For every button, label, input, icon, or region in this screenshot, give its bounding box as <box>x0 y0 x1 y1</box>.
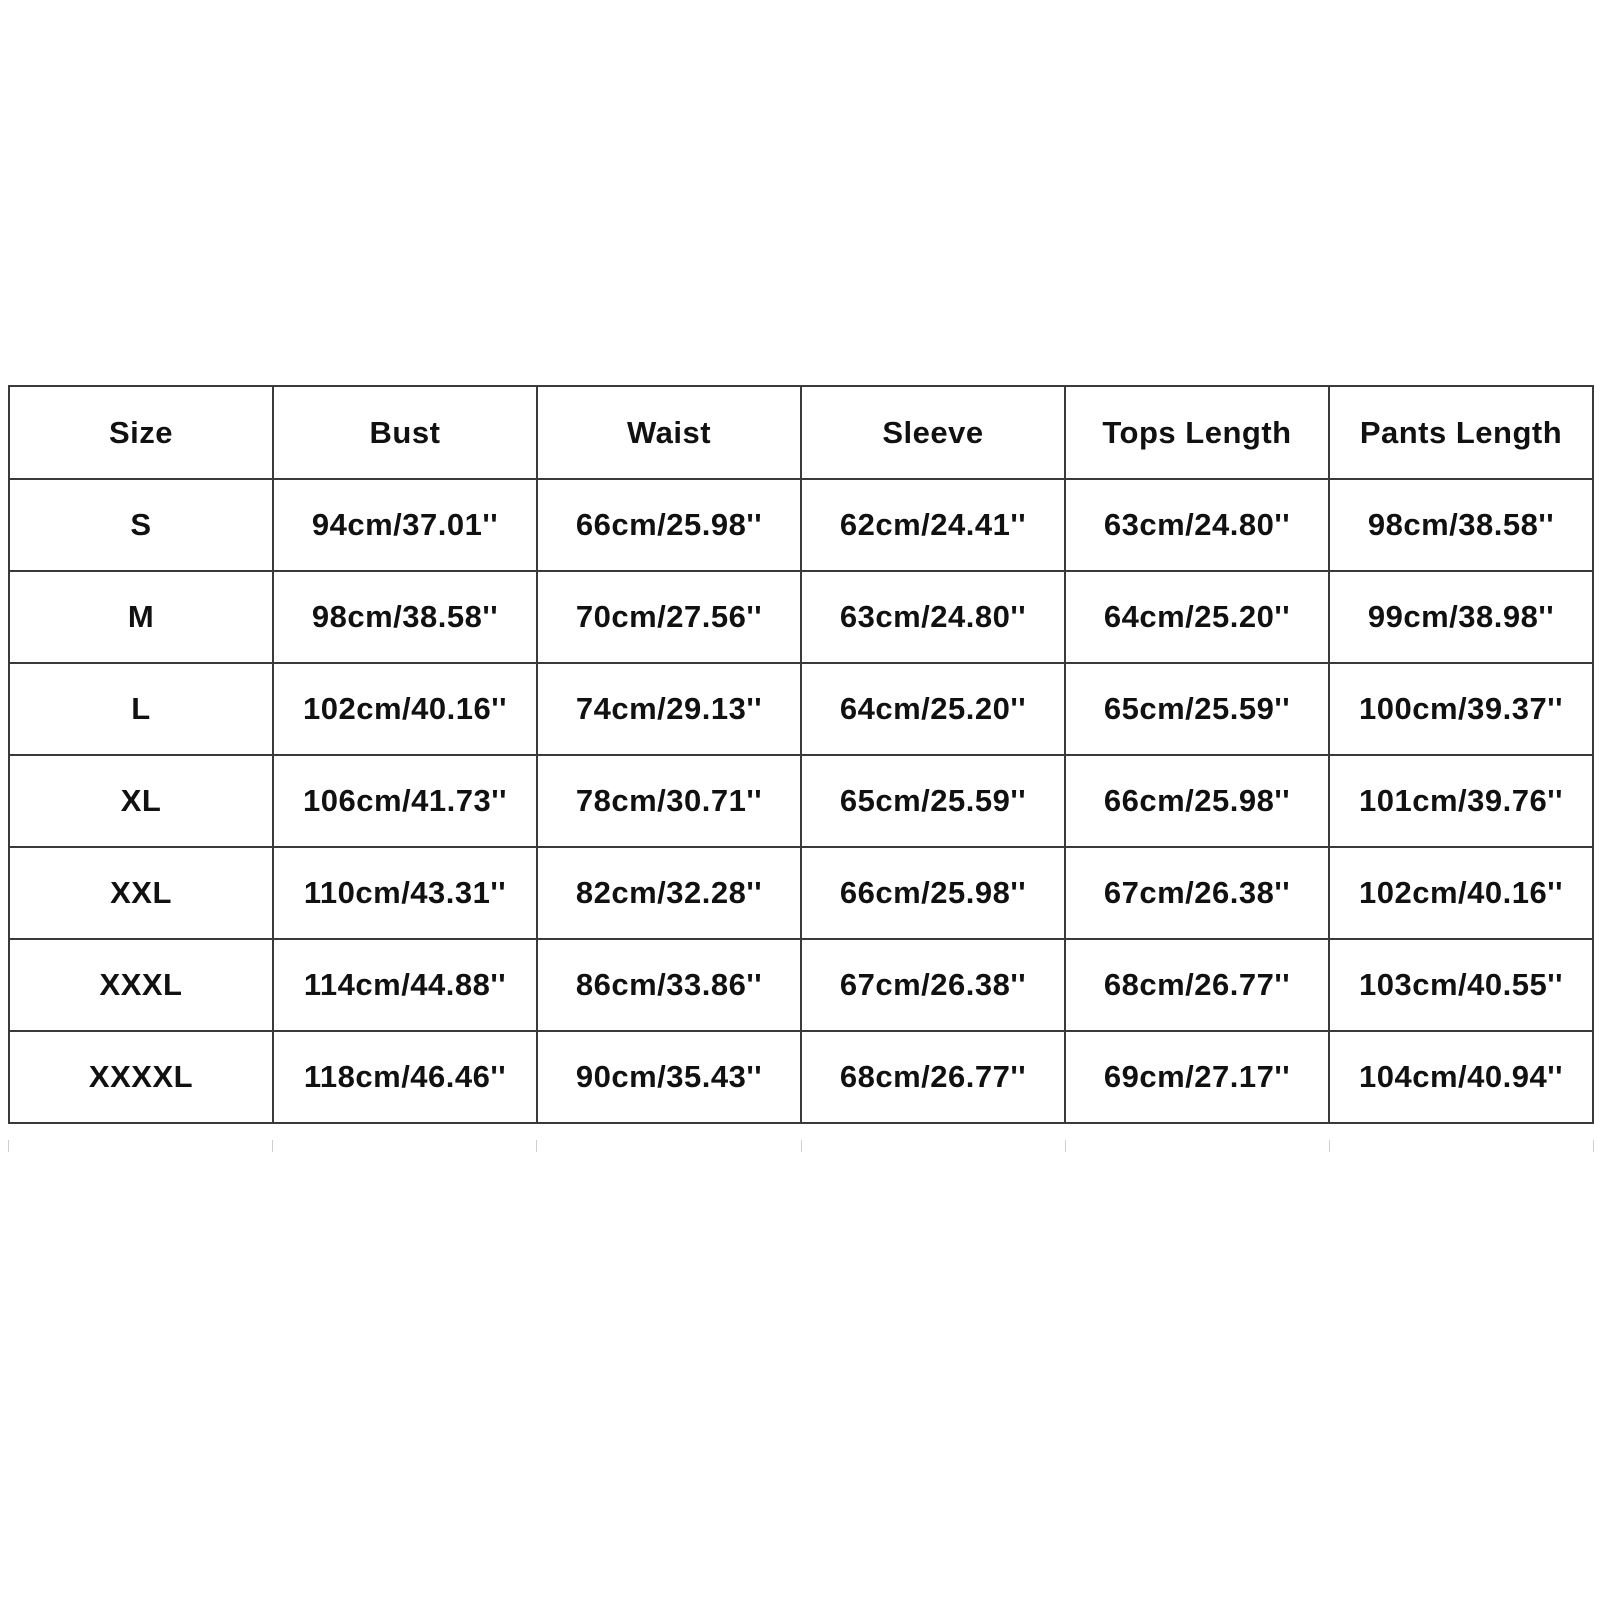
waist-cell: 70cm/27.56'' <box>537 571 801 663</box>
header-tops-length: Tops Length <box>1065 386 1329 479</box>
bust-cell: 106cm/41.73'' <box>273 755 537 847</box>
guide-tick <box>272 1140 273 1152</box>
waist-cell: 86cm/33.86'' <box>537 939 801 1031</box>
tops-length-cell: 63cm/24.80'' <box>1065 479 1329 571</box>
guide-tick <box>8 1140 9 1152</box>
size-cell: M <box>9 571 273 663</box>
size-chart-header <box>9 386 1593 479</box>
table-guide-ticks <box>8 1140 1594 1152</box>
bust-cell: 114cm/44.88'' <box>273 939 537 1031</box>
size-cell: XL <box>9 755 273 847</box>
waist-cell: 82cm/32.28'' <box>537 847 801 939</box>
guide-tick <box>536 1140 537 1152</box>
tops-length-cell: 68cm/26.77'' <box>1065 939 1329 1031</box>
pants-length-cell: 103cm/40.55'' <box>1329 939 1593 1031</box>
sleeve-cell: 67cm/26.38'' <box>801 939 1065 1031</box>
header-sleeve: Sleeve <box>801 386 1065 479</box>
pants-length-cell: 104cm/40.94'' <box>1329 1031 1593 1123</box>
tops-length-cell: 69cm/27.17'' <box>1065 1031 1329 1123</box>
size-cell: XXL <box>9 847 273 939</box>
bust-cell: 110cm/43.31'' <box>273 847 537 939</box>
bust-cell: 94cm/37.01'' <box>273 479 537 571</box>
tops-length-cell: 67cm/26.38'' <box>1065 847 1329 939</box>
tops-length-cell: 65cm/25.59'' <box>1065 663 1329 755</box>
pants-length-cell: 99cm/38.98'' <box>1329 571 1593 663</box>
table-row <box>9 1031 1593 1123</box>
tops-length-cell: 64cm/25.20'' <box>1065 571 1329 663</box>
pants-length-cell: 101cm/39.76'' <box>1329 755 1593 847</box>
size-cell: L <box>9 663 273 755</box>
waist-cell: 74cm/29.13'' <box>537 663 801 755</box>
sleeve-cell: 68cm/26.77'' <box>801 1031 1065 1123</box>
table-row <box>9 847 1593 939</box>
header-bust: Bust <box>273 386 537 479</box>
guide-tick <box>1065 1140 1066 1152</box>
sleeve-cell: 66cm/25.98'' <box>801 847 1065 939</box>
size-chart-table <box>8 385 1594 1124</box>
size-cell: XXXL <box>9 939 273 1031</box>
table-row <box>9 479 1593 571</box>
table-row <box>9 939 1593 1031</box>
size-cell: XXXXL <box>9 1031 273 1123</box>
header-waist: Waist <box>537 386 801 479</box>
sleeve-cell: 62cm/24.41'' <box>801 479 1065 571</box>
pants-length-cell: 100cm/39.37'' <box>1329 663 1593 755</box>
sleeve-cell: 65cm/25.59'' <box>801 755 1065 847</box>
table-row <box>9 755 1593 847</box>
sleeve-cell: 64cm/25.20'' <box>801 663 1065 755</box>
header-size: Size <box>9 386 273 479</box>
waist-cell: 78cm/30.71'' <box>537 755 801 847</box>
sleeve-cell: 63cm/24.80'' <box>801 571 1065 663</box>
pants-length-cell: 102cm/40.16'' <box>1329 847 1593 939</box>
bust-cell: 102cm/40.16'' <box>273 663 537 755</box>
table-row <box>9 663 1593 755</box>
size-cell: S <box>9 479 273 571</box>
guide-tick <box>801 1140 802 1152</box>
size-chart-body <box>9 479 1593 1123</box>
tops-length-cell: 66cm/25.98'' <box>1065 755 1329 847</box>
header-pants-length: Pants Length <box>1329 386 1593 479</box>
header-row <box>9 386 1593 479</box>
bust-cell: 98cm/38.58'' <box>273 571 537 663</box>
table-row <box>9 571 1593 663</box>
waist-cell: 66cm/25.98'' <box>537 479 801 571</box>
guide-tick <box>1329 1140 1330 1152</box>
guide-tick <box>1593 1140 1594 1152</box>
bust-cell: 118cm/46.46'' <box>273 1031 537 1123</box>
waist-cell: 90cm/35.43'' <box>537 1031 801 1123</box>
pants-length-cell: 98cm/38.58'' <box>1329 479 1593 571</box>
